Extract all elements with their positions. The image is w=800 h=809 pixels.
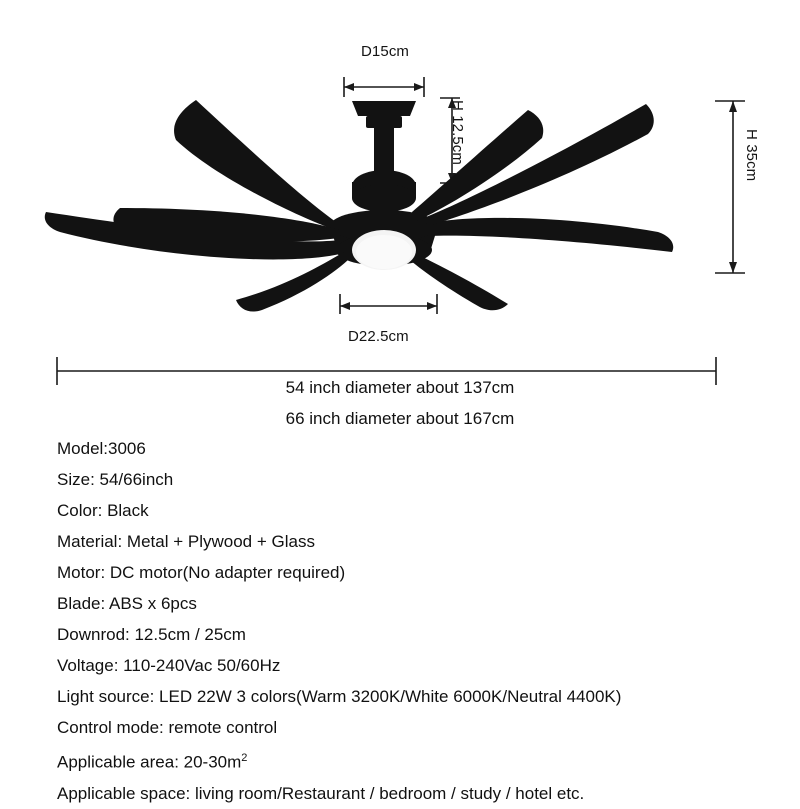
fan-body bbox=[45, 100, 673, 312]
dimension-label-total-height: H 35cm bbox=[743, 129, 760, 182]
spec-motor: Motor: DC motor(No adapter required) bbox=[57, 563, 346, 582]
spec-model: Model:3006 bbox=[57, 439, 146, 458]
spec-size: Size: 54/66inch bbox=[57, 470, 174, 489]
width-caption-66inch: 66 inch diameter about 167cm bbox=[285, 409, 515, 428]
dimension-label-canopy-diameter: D15cm bbox=[361, 43, 410, 60]
spec-control-mode: Control mode: remote control bbox=[57, 718, 278, 737]
spec-color: Color: Black bbox=[57, 501, 149, 520]
spec-material: Material: Metal + Plywood + Glass bbox=[57, 532, 315, 551]
spec-light-source: Light source: LED 22W 3 colors(Warm 3200K/White 6000K/Neutral 4400K) bbox=[57, 687, 622, 706]
dimension-label-downrod-height: H 12.5cm bbox=[449, 100, 466, 165]
spec-applicable-space: Applicable space: living room/Restaurant / bedroom / study / hotel etc. bbox=[57, 783, 585, 803]
spec-voltage: Voltage: 110-240Vac 50/60Hz bbox=[57, 656, 281, 675]
dimension-label-housing-diameter: D22.5cm bbox=[348, 328, 409, 345]
width-caption-54inch: 54 inch diameter about 137cm bbox=[285, 378, 515, 397]
spec-blade: Blade: ABS x 6pcs bbox=[57, 594, 197, 613]
spec-downrod: Downrod: 12.5cm / 25cm bbox=[57, 625, 246, 644]
spec-applicable-area bbox=[57, 743, 777, 778]
spec-applicable-area-text: Applicable area: 20-30m bbox=[57, 752, 242, 772]
spec-applicable-area-superscript: 2 bbox=[241, 752, 248, 764]
specification-list bbox=[57, 433, 777, 809]
